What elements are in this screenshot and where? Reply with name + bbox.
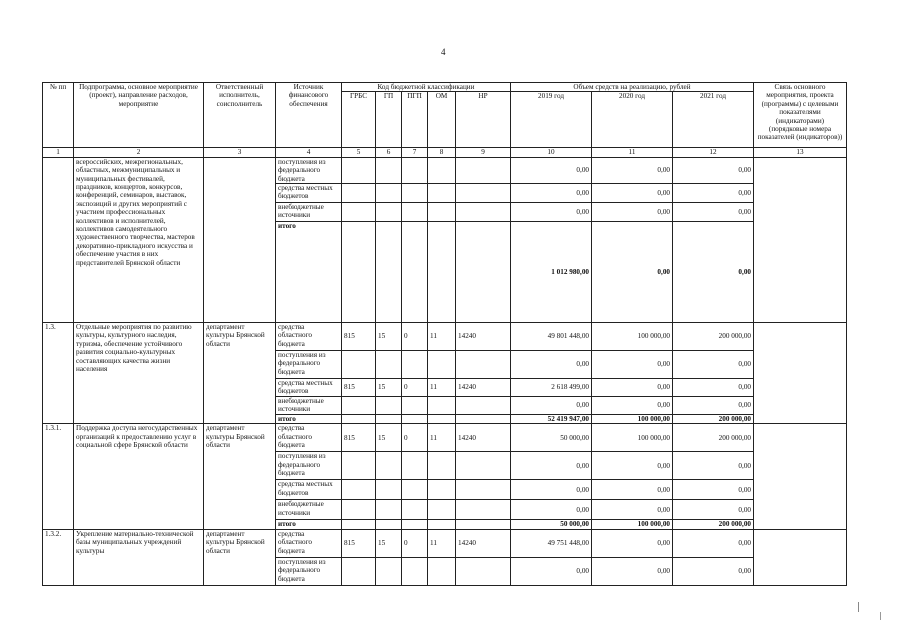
source-cell: итого bbox=[276, 222, 342, 323]
source-cell: внебюджетные источники bbox=[276, 203, 342, 222]
table-row bbox=[43, 529, 847, 557]
value-2020: 0,00 bbox=[592, 397, 673, 415]
value-2019: 0,00 bbox=[511, 557, 592, 585]
value-2019: 49 801 448,00 bbox=[511, 323, 592, 351]
col-number: 5 bbox=[342, 148, 376, 157]
scan-mark bbox=[858, 602, 859, 612]
row-number: 1.3. bbox=[43, 323, 74, 424]
value-2020: 0,00 bbox=[592, 351, 673, 379]
value-2021: 0,00 bbox=[673, 500, 754, 520]
gp-cell: 15 bbox=[376, 323, 402, 351]
source-cell: средства местных бюджетов bbox=[276, 480, 342, 500]
header-funds: Объем средств на реализацию, рублей bbox=[511, 83, 754, 92]
value-2019: 2 618 499,00 bbox=[511, 379, 592, 397]
page-number: 4 bbox=[441, 47, 446, 57]
total-2019: 52 419 947,00 bbox=[511, 415, 592, 424]
source-cell: средства местных бюджетов bbox=[276, 379, 342, 397]
header-gp: ГП bbox=[376, 92, 402, 148]
value-2019: 49 751 448,00 bbox=[511, 529, 592, 557]
value-2020: 0,00 bbox=[592, 529, 673, 557]
header-executor: Ответственный исполнитель, соисполнитель bbox=[204, 83, 276, 148]
value-2019: 0,00 bbox=[511, 397, 592, 415]
value-2021: 0,00 bbox=[673, 203, 754, 222]
col-number: 3 bbox=[204, 148, 276, 157]
value-2021: 0,00 bbox=[673, 452, 754, 480]
value-2020: 0,00 bbox=[592, 480, 673, 500]
value-2021: 0,00 bbox=[673, 397, 754, 415]
header-2021: 2021 год bbox=[673, 92, 754, 148]
budget-table bbox=[42, 82, 847, 586]
nr-cell: 14240 bbox=[456, 379, 511, 397]
total-2021: 0,00 bbox=[673, 222, 754, 323]
header-grbs: ГРБС bbox=[342, 92, 376, 148]
grbs-cell: 815 bbox=[342, 379, 376, 397]
table-row bbox=[43, 323, 847, 351]
col-number: 11 bbox=[592, 148, 673, 157]
header-om: ОМ bbox=[428, 92, 456, 148]
value-2019: 50 000,00 bbox=[511, 424, 592, 452]
total-2020: 100 000,00 bbox=[592, 520, 673, 529]
value-2020: 100 000,00 bbox=[592, 323, 673, 351]
value-2020: 0,00 bbox=[592, 203, 673, 222]
grbs-cell: 815 bbox=[342, 323, 376, 351]
gp-cell: 15 bbox=[376, 529, 402, 557]
value-2020: 0,00 bbox=[592, 379, 673, 397]
header-2020: 2020 год bbox=[592, 92, 673, 148]
value-2021: 0,00 bbox=[673, 184, 754, 203]
nr-cell: 14240 bbox=[456, 323, 511, 351]
table-row bbox=[43, 157, 847, 183]
source-cell: средства областного бюджета bbox=[276, 529, 342, 557]
value-2021: 200 000,00 bbox=[673, 323, 754, 351]
pgp-cell: 0 bbox=[402, 529, 428, 557]
total-2020: 0,00 bbox=[592, 222, 673, 323]
value-2019: 0,00 bbox=[511, 184, 592, 203]
row-description: Отдельные мероприятия по развитию культуры, культурного наследия, туризма, обеспечение устойчивого развития социально-культурных составляющих качества жизни населения bbox=[74, 323, 204, 424]
value-2020: 0,00 bbox=[592, 452, 673, 480]
col-number: 10 bbox=[511, 148, 592, 157]
header-subprogram: Подпрограмма, основное мероприятие (проект), направление расходов, мероприятие bbox=[74, 83, 204, 148]
row-executor: департамент культуры Брянской области bbox=[204, 323, 276, 424]
value-2021: 0,00 bbox=[673, 480, 754, 500]
source-cell: поступления из федерального бюджета bbox=[276, 157, 342, 183]
source-cell: поступления из федерального бюджета bbox=[276, 557, 342, 585]
header-link: Связь основного мероприятия, проекта (программы) с целевыми показателями (индикаторами) (порядковые номера показателей (индикаторов)) bbox=[754, 83, 847, 148]
value-2019: 0,00 bbox=[511, 480, 592, 500]
total-2020: 100 000,00 bbox=[592, 415, 673, 424]
gp-cell: 15 bbox=[376, 379, 402, 397]
total-2021: 200 000,00 bbox=[673, 520, 754, 529]
value-2021: 0,00 bbox=[673, 557, 754, 585]
om-cell: 11 bbox=[428, 529, 456, 557]
source-cell: поступления из федерального бюджета bbox=[276, 452, 342, 480]
nr-cell: 14240 bbox=[456, 424, 511, 452]
grbs-cell: 815 bbox=[342, 529, 376, 557]
source-cell: средства областного бюджета bbox=[276, 424, 342, 452]
total-2019: 1 012 980,00 bbox=[511, 222, 592, 323]
value-2019: 0,00 bbox=[511, 452, 592, 480]
om-cell: 11 bbox=[428, 379, 456, 397]
header-source: Источник финансового обеспечения bbox=[276, 83, 342, 148]
col-number: 2 bbox=[74, 148, 204, 157]
value-2020: 0,00 bbox=[592, 184, 673, 203]
value-2019: 0,00 bbox=[511, 157, 592, 183]
row-number: 1.3.2. bbox=[43, 529, 74, 585]
col-number: 6 bbox=[376, 148, 402, 157]
col-number: 1 bbox=[43, 148, 74, 157]
table-row bbox=[43, 424, 847, 452]
value-2019: 0,00 bbox=[511, 351, 592, 379]
source-cell: итого bbox=[276, 415, 342, 424]
value-2021: 0,00 bbox=[673, 157, 754, 183]
row-description: Укрепление материально-технической базы муниципальных учреждений культуры bbox=[74, 529, 204, 585]
om-cell: 11 bbox=[428, 424, 456, 452]
total-2019: 50 000,00 bbox=[511, 520, 592, 529]
col-number: 4 bbox=[276, 148, 342, 157]
gp-cell: 15 bbox=[376, 424, 402, 452]
value-2021: 0,00 bbox=[673, 529, 754, 557]
total-2021: 200 000,00 bbox=[673, 415, 754, 424]
nr-cell: 14240 bbox=[456, 529, 511, 557]
pgp-cell: 0 bbox=[402, 323, 428, 351]
header-2019: 2019 год bbox=[511, 92, 592, 148]
value-2020: 0,00 bbox=[592, 557, 673, 585]
value-2019: 0,00 bbox=[511, 203, 592, 222]
header-pgp: ПГП bbox=[402, 92, 428, 148]
source-cell: средства областного бюджета bbox=[276, 323, 342, 351]
source-cell: внебюджетные источники bbox=[276, 397, 342, 415]
scan-mark bbox=[880, 612, 881, 620]
value-2020: 0,00 bbox=[592, 500, 673, 520]
value-2020: 100 000,00 bbox=[592, 424, 673, 452]
col-number: 7 bbox=[402, 148, 428, 157]
value-2021: 200 000,00 bbox=[673, 424, 754, 452]
row-number: 1.3.1. bbox=[43, 424, 74, 529]
row-executor: департамент культуры Брянской области bbox=[204, 424, 276, 529]
col-number: 13 bbox=[754, 148, 847, 157]
grbs-cell: 815 bbox=[342, 424, 376, 452]
header-no: № пп bbox=[43, 83, 74, 148]
col-number: 9 bbox=[456, 148, 511, 157]
pgp-cell: 0 bbox=[402, 424, 428, 452]
source-cell: итого bbox=[276, 520, 342, 529]
source-cell: поступления из федерального бюджета bbox=[276, 351, 342, 379]
value-2019: 0,00 bbox=[511, 500, 592, 520]
source-cell: внебюджетные источники bbox=[276, 500, 342, 520]
col-number: 8 bbox=[428, 148, 456, 157]
header-nr: НР bbox=[456, 92, 511, 148]
row-description: Поддержка доступа негосударственных организаций к предоставлению услуг в социальной сфере Брянской области bbox=[74, 424, 204, 529]
source-cell: средства местных бюджетов bbox=[276, 184, 342, 203]
row-executor: департамент культуры Брянской области bbox=[204, 529, 276, 585]
om-cell: 11 bbox=[428, 323, 456, 351]
header-budget-code: Код бюджетной классификации bbox=[342, 83, 511, 92]
column-numbers-row bbox=[43, 148, 847, 157]
pgp-cell: 0 bbox=[402, 379, 428, 397]
cont-description: всероссийских, межрегиональных, областных, межмуниципальных и муниципальных фестивалей, праздников, концертов, конкурсов, конференций, семинаров, выставок, экспозиций и других мероприятий с участием профессиональных коллективов и исполнителей, коллективов самодеятельного художественного творчества, мастеров декоративно-прикладного искусства и обеспечение участия в них представителей Брянской области bbox=[74, 157, 204, 322]
value-2021: 0,00 bbox=[673, 379, 754, 397]
value-2021: 0,00 bbox=[673, 351, 754, 379]
col-number: 12 bbox=[673, 148, 754, 157]
value-2020: 0,00 bbox=[592, 157, 673, 183]
